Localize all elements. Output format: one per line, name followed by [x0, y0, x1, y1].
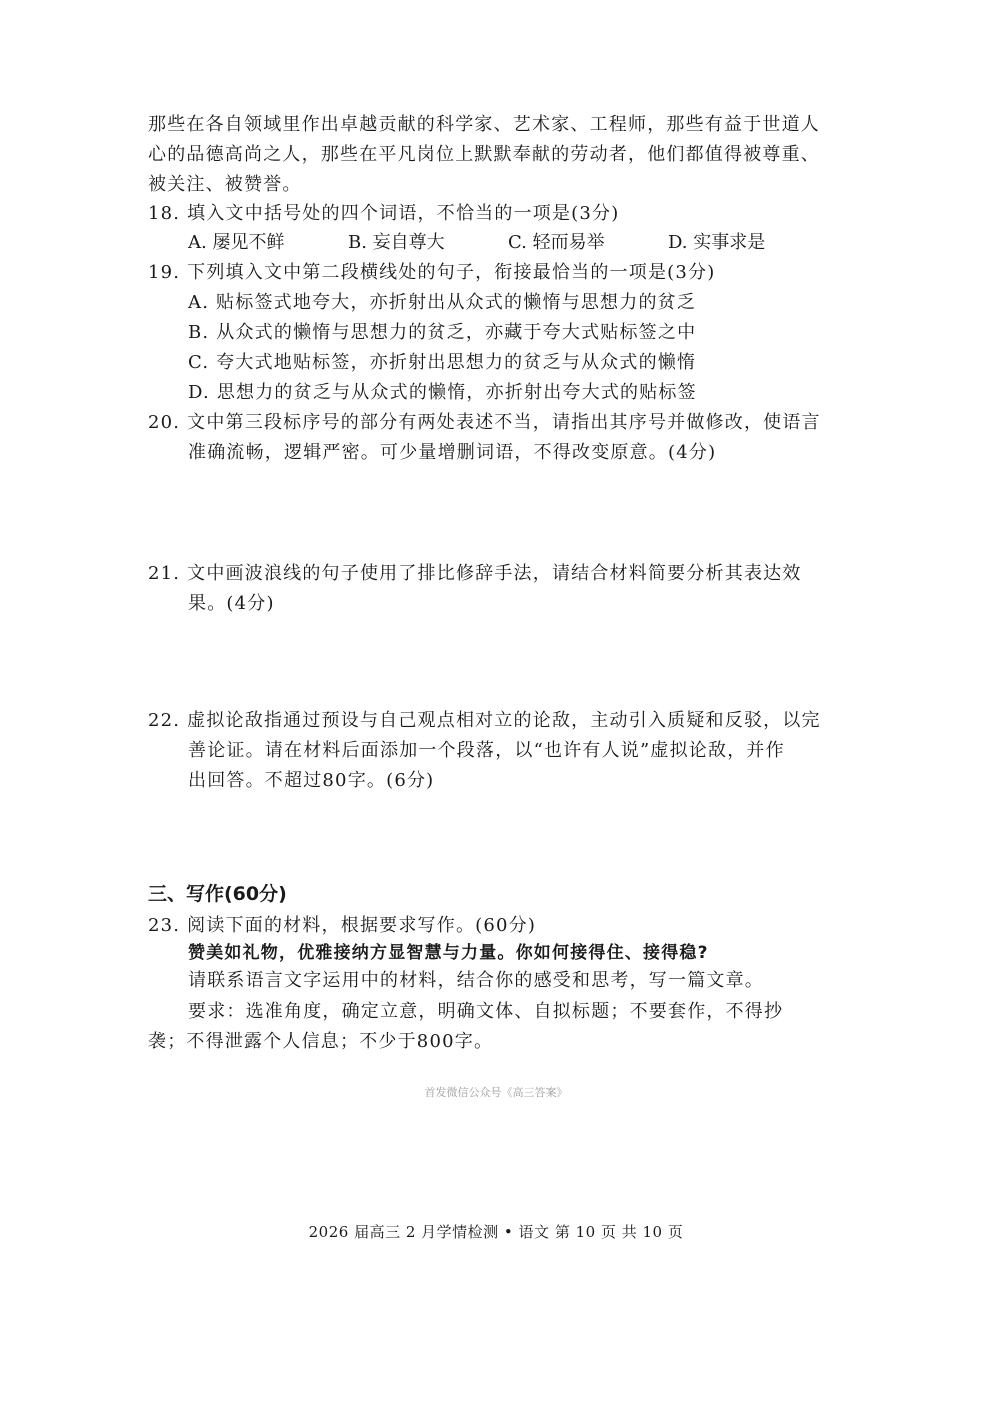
question-18-option-c: C. 轻而易举 — [508, 232, 605, 253]
question-19-option-a: A. 贴标签式地夸大，亦折射出从众式的懒惰与思想力的贫乏 — [188, 292, 697, 313]
section-3-title: 三、写作(60分) — [148, 883, 287, 905]
question-18-options — [188, 231, 828, 255]
question-23-requirements-line-1: 要求：选准角度，确定立意，明确文体、自拟标题；不要套作，不得抄 — [188, 1001, 784, 1022]
passage-line-1: 那些在各自领域里作出卓越贡献的科学家、艺术家、工程师，那些有益于世道人 — [148, 114, 820, 135]
question-18-stem: 18. 填入文中括号处的四个词语，不恰当的一项是(3分) — [148, 203, 620, 224]
question-23-instruction: 请联系语言文字运用中的材料，结合你的感受和思考，写一篇文章。 — [188, 970, 764, 991]
passage-line-3: 被关注、被赞誉。 — [148, 174, 302, 195]
question-23-material: 赞美如礼物，优雅接纳方显智慧与力量。你如何接得住、接得稳? — [188, 943, 709, 963]
question-23-requirements-line-2: 袭；不得泄露个人信息；不少于800字。 — [148, 1031, 494, 1052]
question-19-option-d: D. 思想力的贫乏与从众式的懒惰，亦折射出夸大式的贴标签 — [188, 382, 697, 403]
question-20-line-2: 准确流畅，逻辑严密。可少量增删词语，不得改变原意。(4分) — [188, 442, 717, 463]
question-23-stem: 23. 阅读下面的材料，根据要求写作。(60分) — [148, 915, 537, 936]
passage-line-2: 心的品德高尚之人，那些在平凡岗位上默默奉献的劳动者，他们都值得被尊重、 — [148, 144, 820, 165]
question-19-stem: 19. 下列填入文中第二段横线处的句子，衔接最恰当的一项是(3分) — [148, 262, 716, 283]
question-18-option-a: A. 屡见不鲜 — [188, 232, 285, 253]
question-20-line-1: 20. 文中第三段标序号的部分有两处表述不当，请指出其序号并做修改，使语言 — [148, 412, 821, 433]
question-21-line-2: 果。(4分) — [188, 593, 275, 614]
question-18-option-d: D. 实事求是 — [668, 232, 766, 253]
question-19-option-c: C. 夸大式地贴标签，亦折射出思想力的贫乏与从众式的懒惰 — [188, 352, 697, 373]
question-18-option-b: B. 妄自尊大 — [348, 232, 445, 253]
question-19-option-b: B. 从众式的懒惰与思想力的贫乏，亦藏于夸大式贴标签之中 — [188, 322, 697, 343]
watermark-text: 首发微信公众号《高三答案》 — [424, 1086, 568, 1099]
question-22-line-1: 22. 虚拟论敌指通过预设与自己观点相对立的论敌，主动引入质疑和反驳，以完 — [148, 710, 821, 731]
question-22-line-2: 善论证。请在材料后面添加一个段落，以“也许有人说”虚拟论敌，并作 — [188, 740, 785, 761]
question-22-line-3: 出回答。不超过80字。(6分) — [188, 770, 435, 791]
page-footer: 2026 届高三 2 月学情检测 • 语文 第 10 页 共 10 页 — [308, 1223, 684, 1241]
question-21-line-1: 21. 文中画波浪线的句子使用了排比修辞手法，请结合材料简要分析其表达效 — [148, 563, 802, 584]
